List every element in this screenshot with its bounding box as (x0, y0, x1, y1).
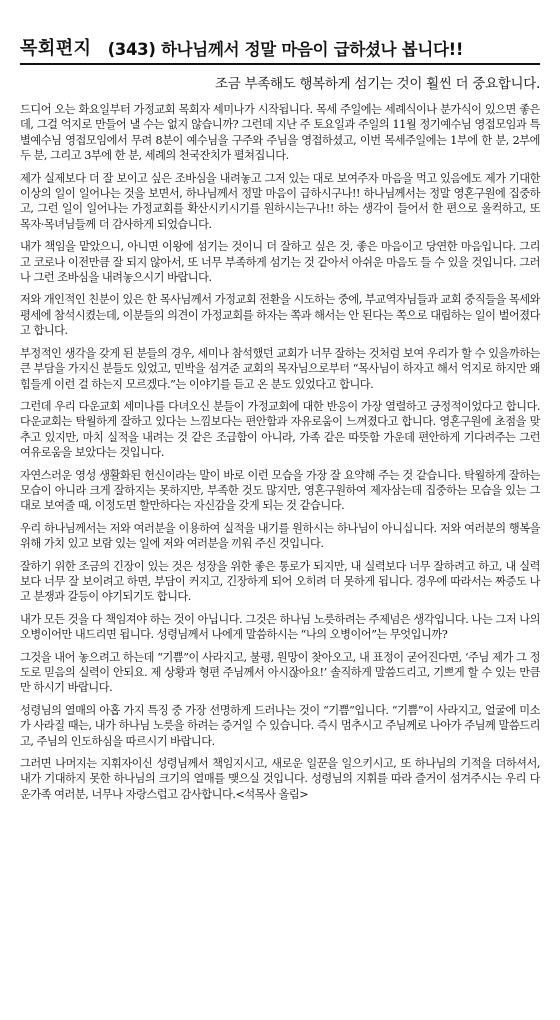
newsletter-page (20, 24, 540, 809)
paragraph-2: 제가 실제보다 더 잘 보이고 싶은 조바심을 내려놓고 그저 있는 대로 보여주자 마음을 먹고 있음에도 제가 기대한 이상의 일이 일어나는 것을 보면서, 하나님께서 정말 마음이 급하시구나!! 하나님께서는 정말 영혼구원에 집중하고, 그런 일이 일어나는 가정교회를 확산시키시기를 원하시는구나!! 하는 생각이 들어서 한 편으로 울컥하고, 또 목자·목녀님들께 더 감사하게 되었습니다. (20, 171, 540, 231)
header (20, 24, 540, 60)
subtitle: 조금 부족해도 행복하게 섬기는 것이 훨씬 더 중요합니다. (215, 76, 540, 92)
paragraph-1: 드디어 오는 화요일부터 가정교회 목회자 세미나가 시작됩니다. 목세 주일에는 세례식이나 분가식이 있으면 좋은데, 그걸 억지로 만들어 낼 수는 없지 않습니까? 그런데 지난 주 토요일과 주일의 11월 정기예수님 영접모임과 특별예수님 영접모임에서 무려 8분이 예수님을 구주와 주님을 영접하셨고, 이번 목세주일에는 1부에 한 분, 2부에 두 분, 그리고 3부에 한 분, 세례의 천국잔치가 펼쳐집니다. (20, 103, 540, 163)
paragraph-10: 내가 모든 것을 다 책임져야 하는 것이 아닙니다. 그것은 하나님 노릇하려는 주제넘은 생각입니다. 나는 그저 나의 오병이어만 내드리면 됩니다. 성령님께서 나에게 말씀하시는 “나의 오병이어”는 무엇입니까? (20, 612, 540, 642)
paragraph-3: 내가 책임을 맡았으니, 아니면 이왕에 섬기는 것이니 더 잘하고 싶은 것, 좋은 마음이고 당연한 마음입니다. 그리고 코로나 이전만큼 잘 되지 않아서, 또 너무 부족하게 섬기는 것 같아서 아쉬운 마음도 들 수 있을 것입니다. 그러나 그런 조바심을 내려놓으시기 바랍니다. (20, 240, 540, 285)
paragraph-5: 부정적인 생각을 갖게 된 분들의 경우, 세미나 참석했던 교회가 너무 잘하는 것처럼 보여 우리가 할 수 있을까하는 큰 부담을 가지신 분들도 있었고, 민박을 섬겨준 교회의 목자님으로부터 “목사님이 하자고 해서 억지로 하지만 왜 힘들게 이런 걸 하는지 모르겠다.”는 이야기를 듣고 온 분도 있었다고 합니다. (20, 346, 540, 391)
signature: <석목사 올림> (235, 787, 309, 801)
paragraph-7: 자연스러운 영성 생활화된 헌신이라는 말이 바로 이런 모습을 가장 잘 요약해 주는 것 같습니다. 탁월하게 잘하는 모습이 아니라 크게 잘하지는 못하지만, 부족한 것도 많지만, 영혼구원하여 제자삼는데 집중하는 모습을 있는 그대로 보여줄 때, 이정도면 할만하다는 자신감을 갖게 되는 것 같습니다. (20, 468, 540, 513)
title-divider (20, 63, 540, 65)
letter-body (20, 102, 540, 802)
paragraph-13 (20, 756, 540, 802)
column-label: 목회편지 (20, 38, 92, 59)
paragraph-13-text: 그러면 나머지는 지휘자이신 성령님께서 책임지시고, 새로운 일꾼을 일으키시고, 또 하나님의 기적을 더하셔서, 내가 기대하지 못한 하나님의 크기의 열매를 맺으실 것입니다. 성령님의 지휘를 따라 즐거이 섬겨주시는 우리 다운가족 여러분, 너무나 자랑스럽고 감사합니다. (20, 757, 540, 801)
paragraph-11: 그것을 내어 놓으려고 하는데 “기쁨”이 사라지고, 불평, 원망이 찾아오고, 내 표정이 굳어진다면, ‘주님 제가 그 정도로 믿음의 실력이 안되요. 제 상황과 형편 주님께서 아시잖아요!’ 솔직하게 말씀드리고, 기쁘게 할 수 있는 만큼만 하시기 바랍니다. (20, 650, 540, 695)
paragraph-6: 그런데 우리 다운교회 세미나를 다녀오신 분들이 가정교회에 대한 반응이 가장 열렬하고 긍정적이었다고 합니다. 다운교회는 탁월하게 잘하고 있다는 느낌보다는 편안함과 자유로움이 느껴졌다고 합니다. 영혼구원에 초점을 맞추고 있지만, 마치 실적을 내려는 것 같은 조급함이 아니라, 가족 같은 따뜻함 가운데 편안하게 기다려주는 그런 여유로움을 보았다는 것입니다. (20, 399, 540, 460)
paragraph-9: 잘하기 위한 조금의 긴장이 있는 것은 성장을 위한 좋은 통로가 되지만, 내 실력보다 너무 잘하려고 하고, 내 실력보다 너무 잘 보이려고 하면, 부담이 커지고, 긴장하게 되어 오히려 더 못하게 됩니다. 경우에 따라서는 짜증도 나고 분쟁과 갈등이 야기되기도 합니다. (20, 559, 540, 604)
page-title: (343) 하나님께서 정말 마음이 급하셨나 봅니다!! (107, 40, 464, 59)
paragraph-8: 우리 하나님께서는 저와 여러분을 이용하여 실적을 내기를 원하시는 하나님이 아니십니다. 저와 여러분의 행복을 위해 가치 있고 보람 있는 일에 저와 여러분을 끼워 주신 것입니다. (20, 521, 540, 551)
paragraph-12: 성령님의 열매의 아홉 가지 특징 중 가장 선명하게 드러나는 것이 “기쁨”입니다. “기쁨”이 사라지고, 얼굴에 미소가 사라질 때는, 내가 하나님 노릇을 하려는 증거일 수 있습니다. 즉시 멈추시고 주님께로 나아가 주님께 말씀드리고, 주님의 인도하심을 따르시기 바랍니다. (20, 703, 540, 748)
paragraph-4: 저와 개인적인 친분이 있은 한 목사님께서 가정교회 전환을 시도하는 중에, 부교역자님들과 교회 중직들을 목세와 평세에 참석시켰는데, 이분들의 의견이 가정교회를 하자는 쪽과 해서는 안 된다는 쪽으로 대립하는 일이 벌어졌다고 합니다. (20, 293, 540, 338)
